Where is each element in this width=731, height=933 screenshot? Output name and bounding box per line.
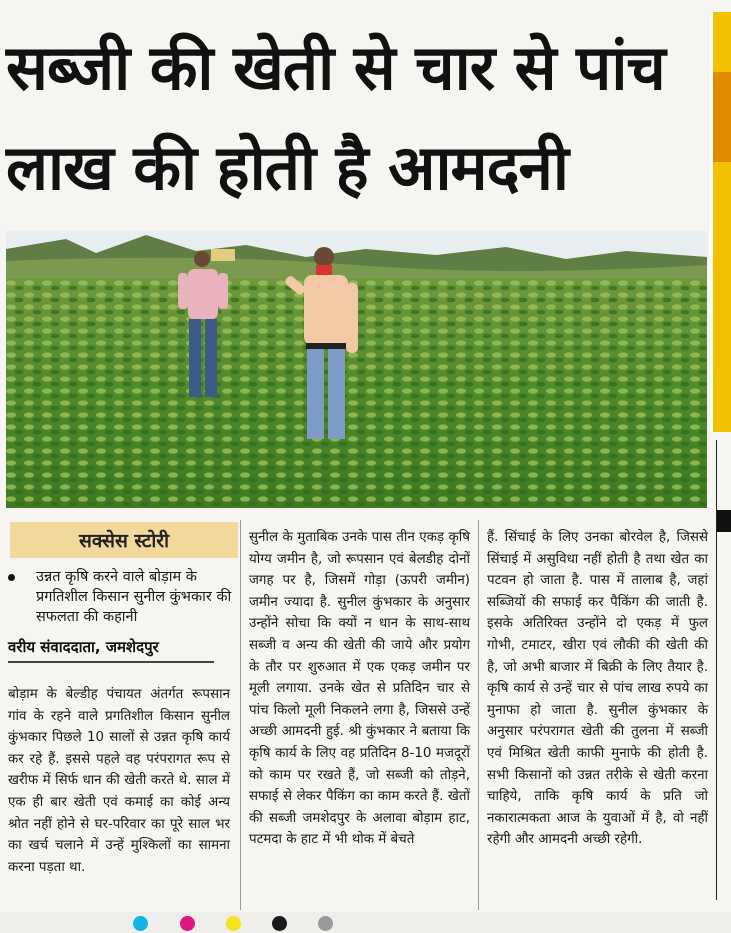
adjacent-ad-strip <box>710 12 731 432</box>
column-divider <box>240 520 241 910</box>
kicker-label: सक्सेस स्टोरी <box>79 530 169 552</box>
byline: वरीय संवाददाता, जमशेदपुर <box>8 638 159 656</box>
adjacent-ad-block <box>713 72 731 162</box>
adjacent-column-edge <box>716 440 731 900</box>
column-3-text: हैं. सिंचाई के लिए उनका बोरवेल है, जिससे सिंचाई में असुविधा नहीं होती है तथा खेत का पटवन हो जाता है. पास में तालाब है, जहां सब्जियों की सफाई कर पैकिंग की जाती है. इसके अतिरिक्त उन्होंने दो एकड़ में फुल गोभी, टमाटर, खीरा एवं लौकी की खेती की है, जो अभी बाजार में बिक्री के लिए तैयार है. कृषि कार्य से उन्हें चार से पांच लाख रुपये का मुनाफा हो जाता है. सुनील कुंभकार के अनुसार परंपरागत खेती की तुलना में सब्जी एवं मिश्रित खेती काफी मुनाफे की होती है. सभी किसानों को उन्नत तरीके से खेती करना चाहिये, ताकि कृषि कार्य के प्रति जो नकारात्मकता आज के युवाओं में है, वो नहीं रहेगी और आमदनी अच्छी रहेगी. <box>487 530 708 848</box>
article-column-1 <box>8 684 230 878</box>
headline <box>6 18 706 218</box>
article-column-2 <box>249 527 470 851</box>
column-divider <box>478 520 479 910</box>
article-column-3 <box>487 527 708 851</box>
yellow-registration-dot <box>226 916 241 931</box>
magenta-registration-dot <box>180 916 195 931</box>
column-1-text: बोड़ाम के बेल्डीह पंचायत अंतर्गत रूपसान गांव के रहने वाले प्रगतिशील किसान सुनील कुंभकार पिछले 10 सालों से उन्नत कृषि कार्य कर रहे हैं. इससे पहले वह परंपरागत रूप से खरीफ में सिर्फ धान की खेती करते थे. साल में एक ही बार खेती एवं कमाई का कोई अन्य श्रोत नहीं होने से घर-परिवार का पूरे साल भर का खर्च चलाने में उन्हें मुश्किलों का सामना करना पड़ता था. <box>8 687 230 875</box>
column-2-text: सुनील के मुताबिक उनके पास तीन एकड़ कृषि योग्य जमीन है, जो रूपसान एवं बेलडीह दोनों जगह पर है, जिसमें गोड़ा (ऊपरी जमीन) जमीन ज्यादा है. सुनील कुंभकार के अनुसार उन्होंने सोचा कि क्यों न धान के साथ-साथ सब्जी व अन्य की खेती की जाये और प्रयोग के तौर पर शुरुआत में एक एकड़ जमीन पर मूली लगाया. उनके खेत से प्रतिदिन चार से पांच किलो मूली निकलने लगा है, जिससे उन्हें अच्छी आमदनी हुई. श्री कुंभकार ने बताया कि कृषि कार्य के लिए वह प्रतिदिन 8-10 मजदूरों को काम पर रखते हैं, जो सब्जी को तोड़ने, सफाई से लेकर पैकिंग का काम करते हैं. खेतों की सब्जी जमशेदपुर के अलावा बोड़ाम हाट, पटमदा के हाट में भी थोक में बेचते <box>249 530 470 848</box>
print-margin <box>0 912 731 933</box>
gray-registration-dot <box>318 916 333 931</box>
headline-line-2: लाख की होती है आमदनी <box>6 131 568 204</box>
black-registration-dot <box>272 916 287 931</box>
field-photo <box>6 231 707 508</box>
byline-divider <box>8 661 214 663</box>
success-story-kicker <box>10 522 238 558</box>
summary-text: उन्नत कृषि करने वाले बोड़ाम के प्रगतिशील किसान सुनील कुंभकार की सफलता की कहानी <box>36 569 232 625</box>
bullet-icon <box>8 574 15 581</box>
farmers-in-vegetable-field-photo <box>6 231 707 508</box>
summary-bullet <box>8 567 238 627</box>
headline-line-1: सब्जी की खेती से चार से पांच <box>6 31 665 104</box>
cyan-registration-dot <box>133 916 148 931</box>
adjacent-column-block <box>717 510 731 532</box>
